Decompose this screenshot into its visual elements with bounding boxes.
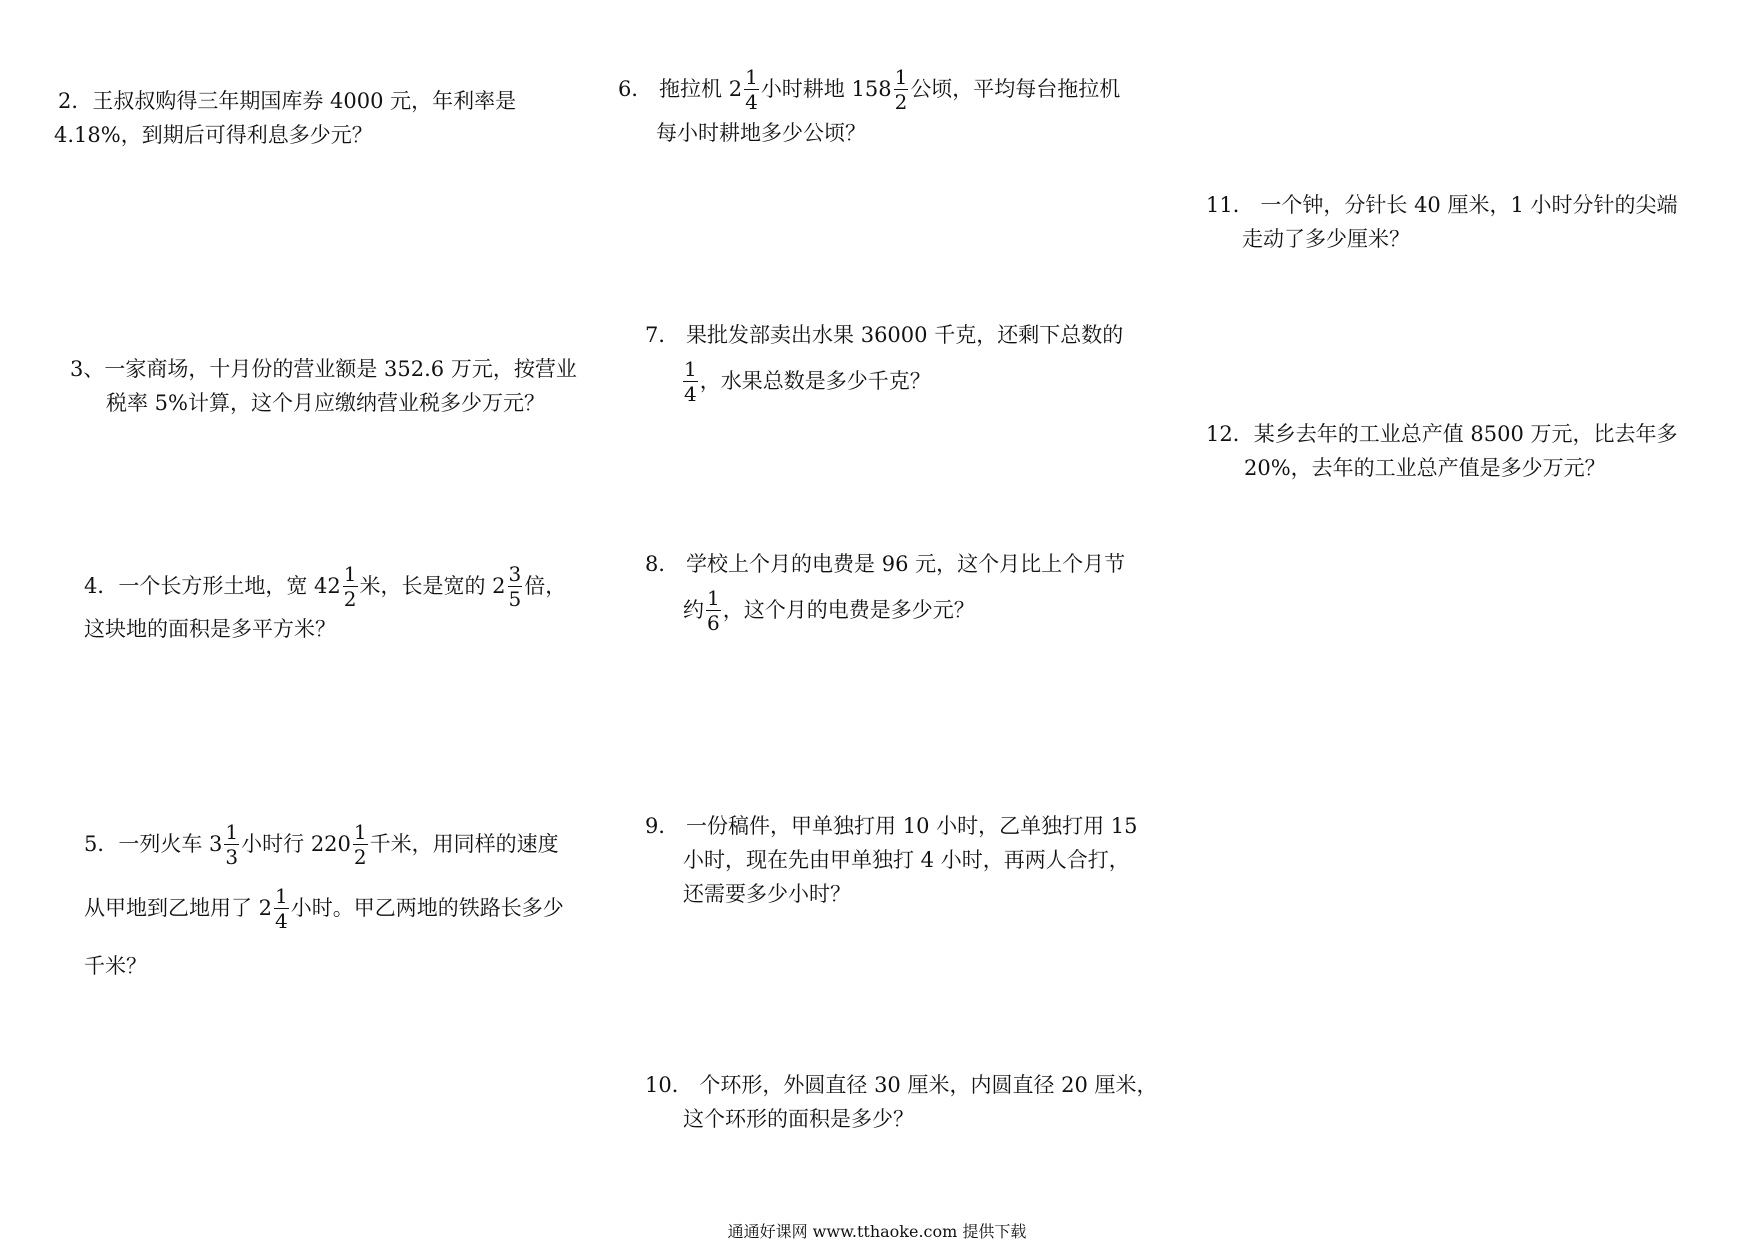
- problem-9-line-2: 小时，现在先由甲单独打 4 小时，再两人合打，: [683, 848, 1130, 872]
- problem-6: [618, 62, 1120, 150]
- problem-11-line-1: 11． 一个钟，分针长 40 厘米，1 小时分针的尖端: [1206, 193, 1678, 217]
- problem-9: [645, 809, 1138, 911]
- fraction-denominator: 3: [225, 844, 239, 869]
- problem-5-text-d: 从甲地到乙地用了 2: [84, 896, 273, 920]
- fraction-denominator: 4: [684, 381, 697, 406]
- problem-4-text-c: 倍，: [524, 574, 567, 598]
- problem-7-text-b: ，水果总数是多少千克？: [699, 369, 931, 393]
- fraction-denominator: 2: [343, 586, 357, 611]
- fraction-numerator: 1: [353, 819, 367, 844]
- problem-7: [645, 318, 1123, 410]
- fraction-denominator: 5: [508, 586, 522, 611]
- fraction-3-5: [508, 561, 523, 611]
- problem-4-text-b: 米，长是宽的 2: [359, 574, 506, 598]
- problem-4-text-a: 4．一个长方形土地，宽 42: [84, 574, 341, 598]
- fraction-1-6: [706, 585, 721, 635]
- fraction-denominator: 4: [275, 908, 288, 933]
- problem-5-text-a: 5．一列火车 3: [84, 832, 223, 856]
- problem-2-line-1: 2．王叔叔购得三年期国库券 4000 元，年利率是: [58, 89, 517, 113]
- fraction-denominator: 2: [353, 844, 367, 869]
- problem-4-line-1: [84, 560, 566, 612]
- problem-3: [70, 352, 577, 420]
- fraction-numerator: 1: [707, 585, 720, 610]
- problem-5-line-3: 千米？: [84, 954, 147, 978]
- footer-credit: 通通好课网 www.tthaoke.com 提供下载: [727, 1222, 1027, 1241]
- fraction-denominator: 2: [894, 89, 908, 114]
- fraction-numerator: 3: [508, 561, 522, 586]
- problem-8-text-b: ，这个月的电费是多少元？: [722, 598, 975, 622]
- problem-3-line-1: 3、一家商场，十月份的营业额是 352.6 万元，按营业: [70, 357, 577, 381]
- problem-5-line-1: [84, 817, 564, 871]
- problem-10: [645, 1068, 1158, 1136]
- problem-6-text-a: 6． 拖拉机 2: [618, 77, 743, 101]
- problem-11: [1206, 188, 1678, 256]
- problem-8: [645, 547, 1125, 639]
- fraction-1-2: [343, 561, 358, 611]
- fraction-1-2: [894, 64, 909, 114]
- fraction-numerator: 1: [275, 883, 288, 908]
- problem-8-line-2: [683, 581, 1125, 639]
- problem-10-line-2: 这个环形的面积是多少？: [683, 1107, 914, 1131]
- problem-12: [1206, 417, 1678, 485]
- problem-3-line-2: 税率 5%计算，这个月应缴纳营业税多少万元？: [106, 391, 545, 415]
- fraction-numerator: 1: [684, 356, 697, 381]
- problem-6-line-2: 每小时耕地多少公顷？: [656, 121, 866, 145]
- problem-6-text-b: 小时耕地 158: [760, 77, 892, 101]
- problem-7-line-2: [681, 352, 1123, 410]
- problem-5: [84, 817, 564, 983]
- problem-10-line-1: 10． 个环形，外圆直径 30 厘米，内圆直径 20 厘米，: [645, 1073, 1158, 1097]
- fraction-numerator: 1: [745, 64, 758, 89]
- problem-5-text-e: 小时。甲乙两地的铁路长多少: [290, 896, 564, 920]
- fraction-1-4: [274, 883, 289, 933]
- problem-9-line-1: 9． 一份稿件，甲单独打用 10 小时，乙单独打用 15: [645, 814, 1138, 838]
- problem-5-line-2: [84, 881, 564, 935]
- fraction-numerator: 1: [343, 561, 357, 586]
- fraction-1-4: [683, 356, 698, 406]
- fraction-1-4: [744, 64, 759, 114]
- problem-12-line-2: 20%，去年的工业总产值是多少万元？: [1244, 456, 1606, 480]
- problem-12-line-1: 12．某乡去年的工业总产值 8500 万元，比去年多: [1206, 422, 1678, 446]
- problem-2: [54, 84, 517, 152]
- problem-9-line-3: 还需要多少小时？: [683, 882, 851, 906]
- problem-4-line-2: 这块地的面积是多平方米？: [84, 617, 336, 641]
- problem-6-text-c: 公顷，平均每台拖拉机: [910, 77, 1121, 101]
- problem-6-line-1: [618, 62, 1120, 116]
- fraction-1-3: [224, 819, 239, 869]
- fraction-numerator: 1: [894, 64, 908, 89]
- problem-5-text-b: 小时行 220: [241, 832, 351, 856]
- problem-2-line-2: 4.18%，到期后可得利息多少元？: [54, 123, 373, 147]
- problem-8-text-a: 约: [683, 598, 704, 622]
- problem-11-line-2: 走动了多少厘米？: [1242, 227, 1410, 251]
- problem-7-line-1: 7． 果批发部卖出水果 36000 千克，还剩下总数的: [645, 323, 1124, 347]
- fraction-1-2: [353, 819, 368, 869]
- fraction-denominator: 4: [745, 89, 758, 114]
- problem-5-text-c: 千米，用同样的速度: [369, 832, 559, 856]
- fraction-denominator: 6: [707, 610, 720, 635]
- problem-4: [84, 560, 566, 646]
- fraction-numerator: 1: [225, 819, 239, 844]
- problem-8-line-1: 8． 学校上个月的电费是 96 元，这个月比上个月节: [645, 552, 1126, 576]
